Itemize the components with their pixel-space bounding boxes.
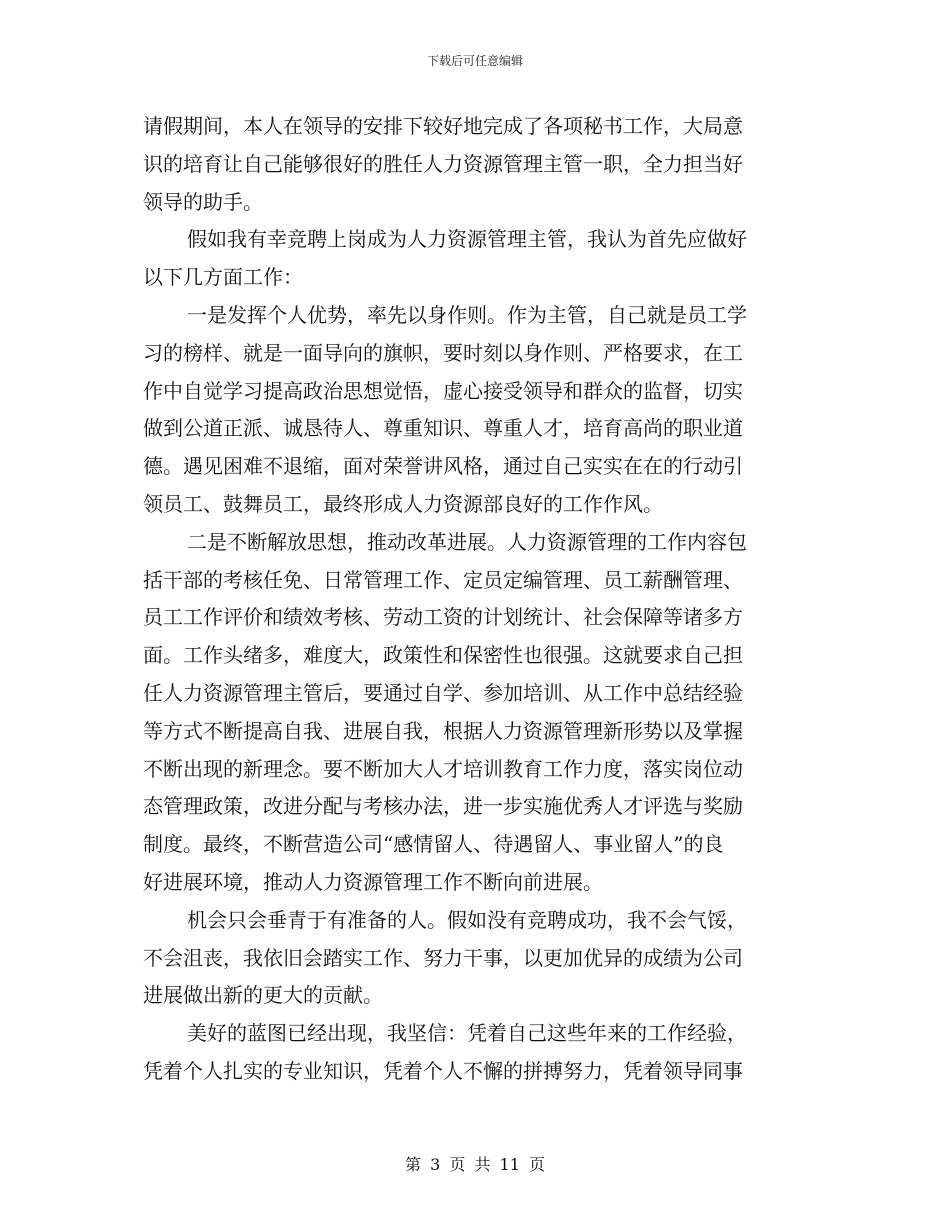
text-line: 不会沮丧，我依旧会踏实工作、努力干事，以更加优异的成绩为公司 <box>143 945 743 970</box>
text-line: 等方式不断提高自我、进展自我，根据人力资源管理新形势以及掌握 <box>143 718 743 743</box>
text-line: 请假期间，本人在领导的安排下较好地完成了各项秘书工作，大局意 <box>143 114 743 138</box>
text-line: 一是发挥个人优势，率先以身作则。作为主管，自己就是员工学 <box>187 302 747 327</box>
paragraph <box>143 524 803 902</box>
paragraph <box>143 297 803 524</box>
text-line: 二是不断解放思想，推动改革进展。人力资源管理的工作内容包 <box>187 529 747 554</box>
text-line: 制度。最终，不断营造公司“感情留人、待遇留人、事业留人”的良 <box>143 832 724 857</box>
text-line: 假如我有幸竞聘上岗成为人力资源管理主管，我认为首先应做好 <box>187 227 747 252</box>
text-line: 识的培育让自己能够很好的胜任人力资源管理主管一职，全力担当好 <box>143 151 743 176</box>
text-line: 德。遇见困难不退缩，面对荣誉讲风格，通过自己实实在在的行动引 <box>143 454 743 479</box>
text-line: 机会只会垂青于有准备的人。假如没有竞聘成功，我不会气馁， <box>187 907 747 932</box>
paragraph <box>143 221 803 297</box>
text-line: 作中自觉学习提高政治思想觉悟，虚心接受领导和群众的监督，切实 <box>143 378 743 403</box>
text-line: 以下几方面工作： <box>143 265 303 290</box>
text-line: 凭着个人扎实的专业知识，凭着个人不懈的拼搏努力，凭着领导同事 <box>143 1058 743 1083</box>
text-line: 习的榜样、就是一面导向的旗帜，要时刻以身作则、严格要求，在工 <box>143 340 743 365</box>
text-line: 态管理政策，改进分配与考核办法，进一步实施优秀人才评选与奖励 <box>143 794 743 819</box>
page-header: 下载后可任意编辑 <box>426 54 523 68</box>
text-line: 美好的蓝图已经出现，我坚信：凭着自己这些年来的工作经验， <box>187 1021 747 1046</box>
text-line: 领员工、鼓舞员工，最终形成人力资源部良好的工作作风。 <box>143 491 663 516</box>
paragraph <box>143 108 803 221</box>
text-line: 领导的助手。 <box>143 189 263 214</box>
text-line: 任人力资源管理主管后，要通过自学、参加培训、从工作中总结经验 <box>143 680 743 705</box>
text-line: 做到公道正派、诚恳待人、尊重知识、尊重人才，培育高尚的职业道 <box>143 416 743 441</box>
text-line: 括干部的考核任免、日常管理工作、定员定编管理、员工薪酬管理、 <box>143 567 743 592</box>
text-line: 进展做出新的更大的贡献。 <box>143 983 383 1008</box>
page-footer: 第 3 页 共 11 页 <box>405 1155 545 1174</box>
text-line: 员工工作评价和绩效考核、劳动工资的计划统计、社会保障等诸多方 <box>143 605 743 630</box>
paragraph <box>143 902 803 1015</box>
paragraph <box>143 1015 803 1091</box>
text-line: 好进展环境，推动人力资源管理工作不断向前进展。 <box>143 869 603 894</box>
document-body <box>143 108 803 1091</box>
text-line: 面。工作头绪多，难度大，政策性和保密性也很强。这就要求自己担 <box>143 643 743 668</box>
text-line: 不断出现的新理念。要不断加大人才培训教育工作力度，落实岗位动 <box>143 756 743 781</box>
